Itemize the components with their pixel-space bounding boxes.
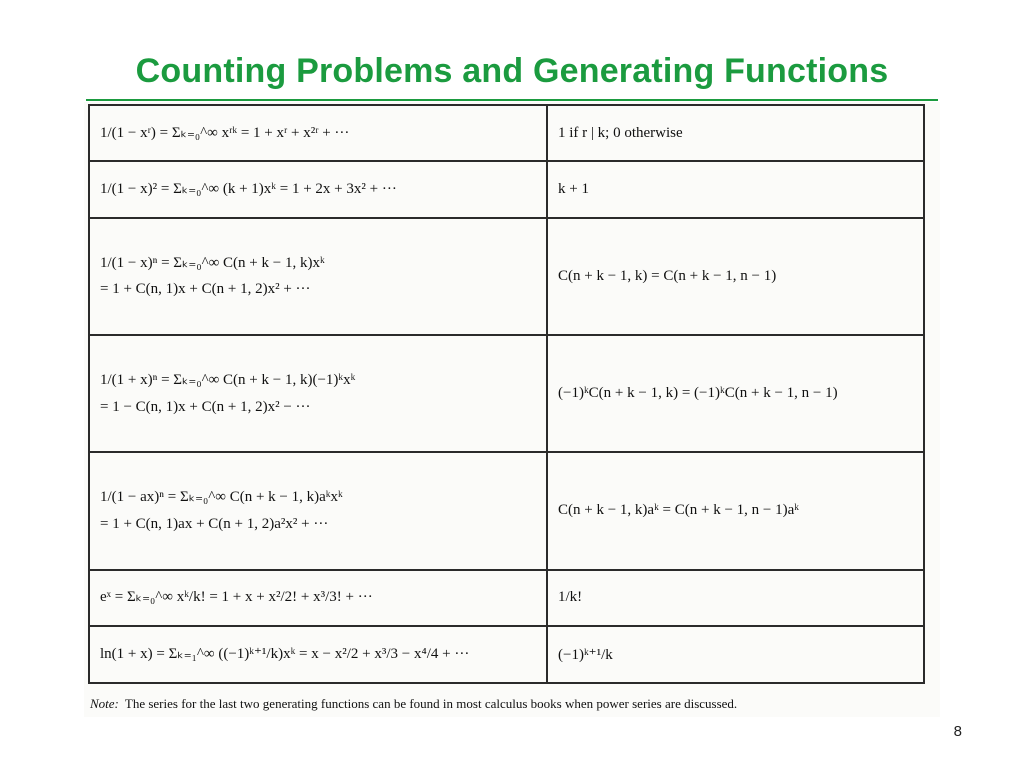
coefficient-cell: (−1)ᵏ⁺¹/k bbox=[547, 626, 924, 683]
generating-function-cell bbox=[89, 626, 547, 683]
coefficient-cell: k + 1 bbox=[547, 161, 924, 217]
page-number: 8 bbox=[953, 723, 962, 740]
table-row bbox=[89, 218, 924, 335]
formula-line: = 1 + C(n, 1)ax + C(n + 1, 2)a²x² + ··· bbox=[100, 515, 329, 532]
formula-line: ln(1 + x) = Σₖ₌₁^∞ ((−1)ᵏ⁺¹/k)xᵏ = x − x²/2 + x³/3 − x⁴/4 + ··· bbox=[100, 646, 470, 663]
table-row bbox=[89, 105, 924, 161]
formula-line: 1/(1 − x)ⁿ = Σₖ₌₀^∞ C(n + k − 1, k)xᵏ bbox=[100, 254, 325, 271]
generating-function-cell bbox=[89, 161, 547, 217]
coefficient-cell: C(n + k − 1, k) = C(n + k − 1, n − 1) bbox=[547, 218, 924, 335]
slide-title: Counting Problems and Generating Functions bbox=[135, 52, 889, 90]
generating-function-cell bbox=[89, 218, 547, 335]
formula-line: eˣ = Σₖ₌₀^∞ xᵏ/k! = 1 + x + x²/2! + x³/3! + ··· bbox=[100, 589, 373, 606]
formula-line: 1/(1 − x)² = Σₖ₌₀^∞ (k + 1)xᵏ = 1 + 2x + 3x² + ··· bbox=[100, 181, 397, 198]
generating-function-cell bbox=[89, 105, 547, 161]
footnote bbox=[90, 696, 940, 712]
generating-functions-table bbox=[88, 104, 925, 684]
generating-function-cell bbox=[89, 570, 547, 626]
table-row bbox=[89, 570, 924, 626]
coefficient-cell: (−1)ᵏC(n + k − 1, k) = (−1)ᵏC(n + k − 1, n − 1) bbox=[547, 335, 924, 452]
table-row bbox=[89, 452, 924, 569]
coefficient-cell: 1/k! bbox=[547, 570, 924, 626]
formula-line: 1/(1 − ax)ⁿ = Σₖ₌₀^∞ C(n + k − 1, k)aᵏxᵏ bbox=[100, 489, 343, 506]
table-row bbox=[89, 335, 924, 452]
generating-function-cell bbox=[89, 335, 547, 452]
formula-line: = 1 − C(n, 1)x + C(n + 1, 2)x² − ··· bbox=[100, 398, 311, 415]
coefficient-cell: 1 if r | k; 0 otherwise bbox=[547, 105, 924, 161]
formula-line: 1/(1 + x)ⁿ = Σₖ₌₀^∞ C(n + k − 1, k)(−1)ᵏxᵏ bbox=[100, 371, 356, 388]
table-row bbox=[89, 626, 924, 683]
note-text: The series for the last two generating functions can be found in most calculus books when power series are discussed. bbox=[124, 696, 738, 711]
formula-line: 1/(1 − xʳ) = Σₖ₌₀^∞ xʳᵏ = 1 + xʳ + x²ʳ + ··· bbox=[100, 124, 350, 141]
title-underline bbox=[86, 99, 938, 101]
table-row bbox=[89, 161, 924, 217]
coefficient-cell: C(n + k − 1, k)aᵏ = C(n + k − 1, n − 1)aᵏ bbox=[547, 452, 924, 569]
formula-line: = 1 + C(n, 1)x + C(n + 1, 2)x² + ··· bbox=[100, 281, 311, 298]
note-label: Note: bbox=[90, 696, 119, 711]
generating-function-cell bbox=[89, 452, 547, 569]
